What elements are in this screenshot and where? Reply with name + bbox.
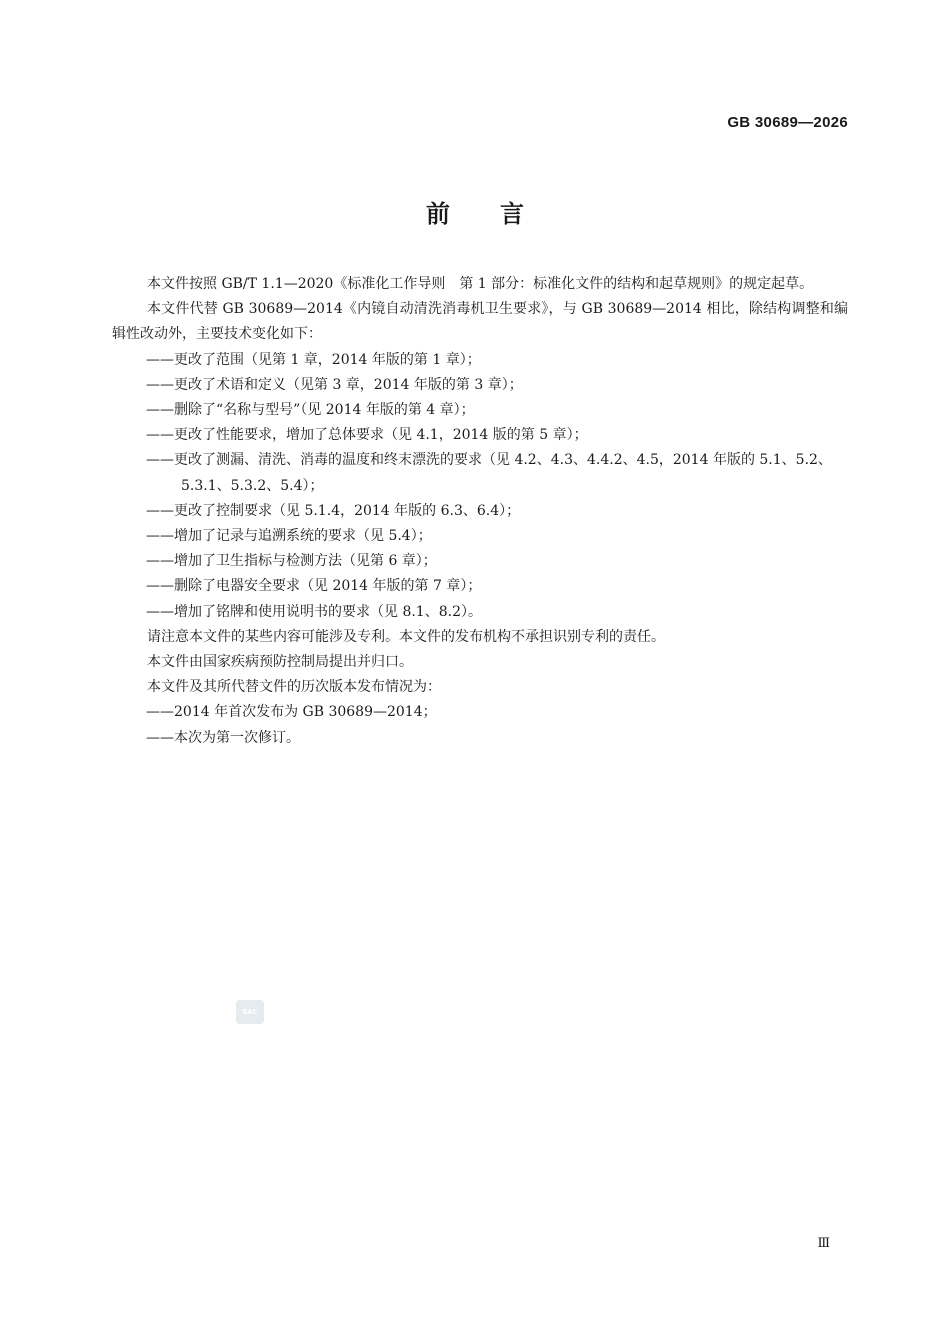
change-item: ——更改了性能要求，增加了总体要求（见 4.1，2014 版的第 5 章）； <box>146 427 588 444</box>
paragraph-patent-notice: 请注意本文件的某些内容可能涉及专利。本文件的发布机构不承担识别专利的责任。 <box>147 628 665 645</box>
change-item: ——更改了术语和定义（见第 3 章，2014 年版的第 3 章）； <box>146 376 523 393</box>
sac-watermark-logo: SAC <box>236 1000 264 1024</box>
change-item: ——更改了测漏、清洗、消毒的温度和终末漂洗的要求（见 4.2、4.3、4.4.2、4.5，2014 年版的 5.1、5.2、 <box>146 452 832 469</box>
paragraph-proposer: 本文件由国家疾病预防控制局提出并归口。 <box>147 654 413 671</box>
history-item: ——本次为第一次修订。 <box>146 729 300 746</box>
history-item: ——2014 年首次发布为 GB 30689—2014； <box>146 704 437 721</box>
change-item: ——删除了电器安全要求（见 2014 年版的第 7 章）； <box>146 578 482 595</box>
change-item: ——增加了卫生指标与检测方法（见第 6 章）； <box>146 553 437 570</box>
change-item: ——更改了范围（见第 1 章，2014 年版的第 1 章）； <box>146 351 481 368</box>
change-item: ——增加了记录与追溯系统的要求（见 5.4）； <box>146 528 432 545</box>
change-item-continuation: 5.3.1、5.3.2、5.4）； <box>181 477 324 494</box>
document-code: GB 30689—2026 <box>727 114 848 131</box>
paragraph-history-intro: 本文件及其所代替文件的历次版本发布情况为： <box>147 679 441 696</box>
foreword-body <box>112 272 848 751</box>
page-title: 前言 <box>426 199 574 228</box>
change-item: ——增加了铭牌和使用说明书的要求（见 8.1、8.2）。 <box>146 603 482 620</box>
paragraph-drafting-rules: 本文件按照 GB/T 1.1—2020《标准化工作导则 第 1 部分：标准化文件的结构和起草规则》的规定起草。 <box>147 276 814 292</box>
page-number: Ⅲ <box>817 1236 830 1251</box>
change-item: ——删除了“名称与型号”（见 2014 年版的第 4 章）； <box>146 402 475 419</box>
paragraph-replacement: 本文件代替 GB 30689—2014《内镜自动清洗消毒机卫生要求》，与 GB 30689—2014 相比，除结构调整和编辑性改动外，主要技术变化如下： <box>112 301 848 343</box>
change-item: ——更改了控制要求（见 5.1.4，2014 年版的 6.3、6.4）； <box>146 502 521 519</box>
